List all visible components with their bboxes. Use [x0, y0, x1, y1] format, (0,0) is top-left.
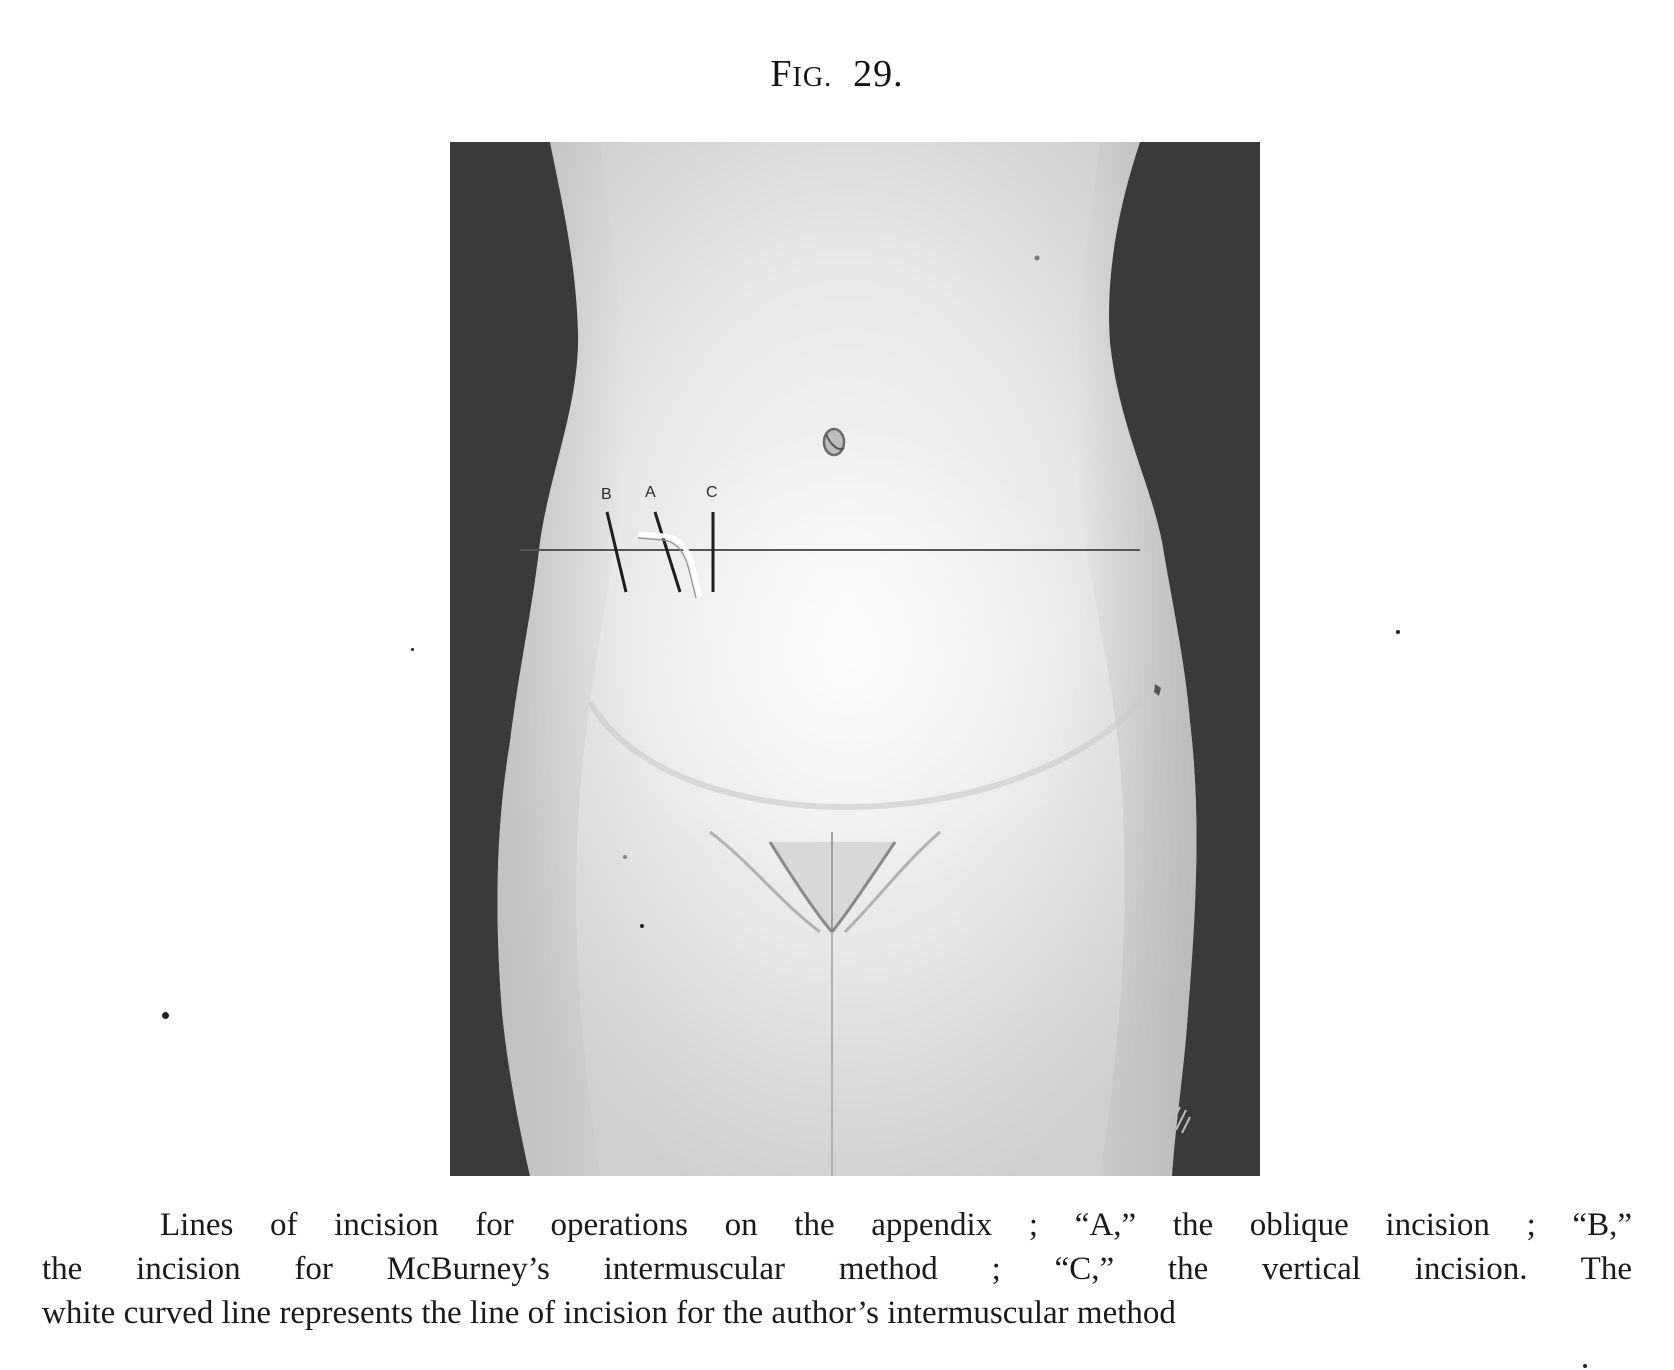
skin-mark-left [623, 855, 627, 859]
skin-mark-upper [1035, 256, 1040, 261]
incision-label-b: B [601, 486, 612, 503]
print-speck [162, 1012, 169, 1019]
figure-label-small: IG. [792, 62, 833, 93]
figure-title [0, 52, 1674, 96]
print-speck [1396, 630, 1400, 634]
navel [824, 429, 844, 455]
caption-line-2: the incision for McBurney’s intermuscular method ; “C,” the vertical incision. The [42, 1251, 1632, 1287]
caption-line-3: white curved line represents the line of incision for the author’s intermuscular method [42, 1295, 1176, 1331]
incision-label-c: C [706, 484, 718, 501]
abdomen-highlight [600, 422, 1100, 902]
print-speck [640, 924, 644, 928]
figure-number: 29. [853, 53, 904, 95]
anatomical-plate [450, 142, 1260, 1176]
print-speck [1583, 1364, 1587, 1368]
figure-caption [42, 1203, 1632, 1335]
incision-label-a: A [645, 484, 656, 501]
print-speck [411, 648, 414, 651]
caption-line-1: Lines of incision for operations on the appendix ; “A,” the oblique incision ; “B,” [160, 1207, 1632, 1243]
figure-label-prefix: F [770, 53, 793, 95]
plate-illustration [450, 142, 1260, 1176]
